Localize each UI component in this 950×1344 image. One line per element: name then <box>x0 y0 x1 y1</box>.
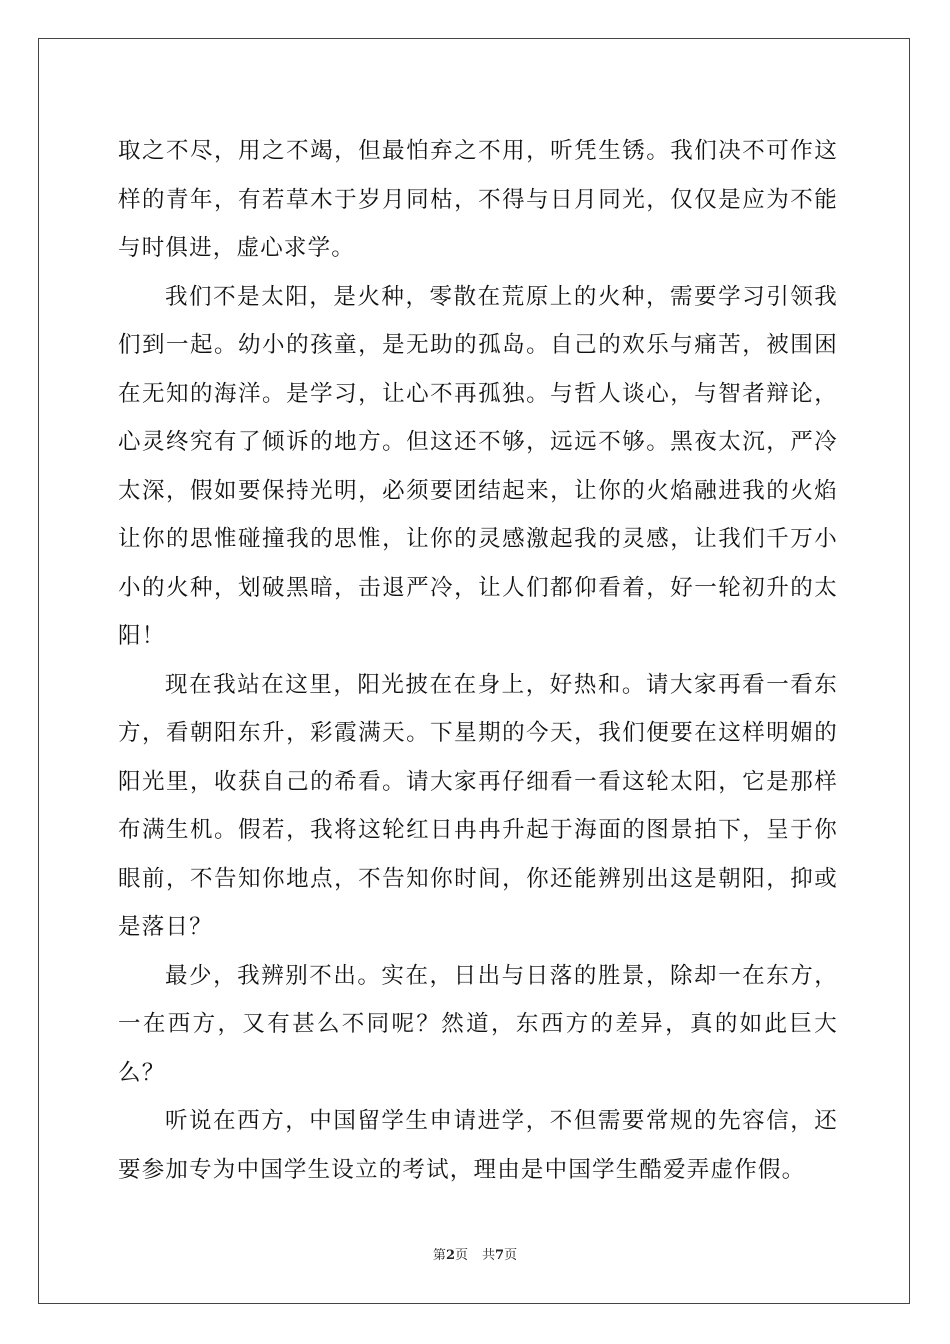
page-footer <box>0 1246 950 1266</box>
total-pages: 7 <box>495 1248 505 1263</box>
paragraph-1: 取之不尽，用之不竭，但最怕弃之不用，听凭生锈。我们决不可作这样的青年，有若草木于岁月同枯，不得与日月同光，仅仅是应为不能与时俱进，虚心求学。 <box>118 138 838 261</box>
page-number: 2 <box>445 1248 455 1263</box>
paragraph-3: 现在我站在这里，阳光披在在身上，好热和。请大家再看一看东方，看朝阳东升，彩霞满天。下星期的今天，我们便要在这样明媚的阳光里，收获自己的希看。请大家再仔细看一看这轮太阳，它是那样布满生机。假若，我将这轮红日冉冉升起于海面的图景拍下，呈于你眼前，不告知你地点，不告知你时间，你还能辨别出这是朝阳，抑或是落日？ <box>118 671 838 940</box>
page-suffix: 页 <box>454 1248 468 1263</box>
paragraph-5: 听说在西方，中国留学生申请进学，不但需要常规的先容信，还要参加专为中国学生设立的考试，理由是中国学生酷爱弄虚作假。 <box>118 1108 838 1183</box>
total-suffix: 页 <box>504 1248 518 1263</box>
paragraph-4: 最少，我辨别不出。实在，日出与日落的胜景，除却一在东方，一在西方，又有甚么不同呢？然道，东西方的差异，真的如此巨大么？ <box>118 962 838 1086</box>
document-body <box>118 127 838 1194</box>
paragraph-2: 我们不是太阳，是火种，零散在荒原上的火种，需要学习引领我们到一起。幼小的孩童，是无助的孤岛。自己的欢乐与痛苦，被围困在无知的海洋。是学习，让心不再孤独。与哲人谈心，与智者辩论，心灵终究有了倾诉的地方。但这还不够，远远不够。黑夜太沉，严冷太深，假如要保持光明，必须要团结起来，让你的火焰融进我的火焰让你的思惟碰撞我的思惟，让你的灵感激起我的灵感，让我们千万小小的火种，划破黑暗，击退严冷，让人们都仰看着，好一轮初升的太阳！ <box>118 283 838 649</box>
page-prefix: 第 <box>432 1248 446 1263</box>
total-prefix: 共 <box>482 1248 496 1263</box>
